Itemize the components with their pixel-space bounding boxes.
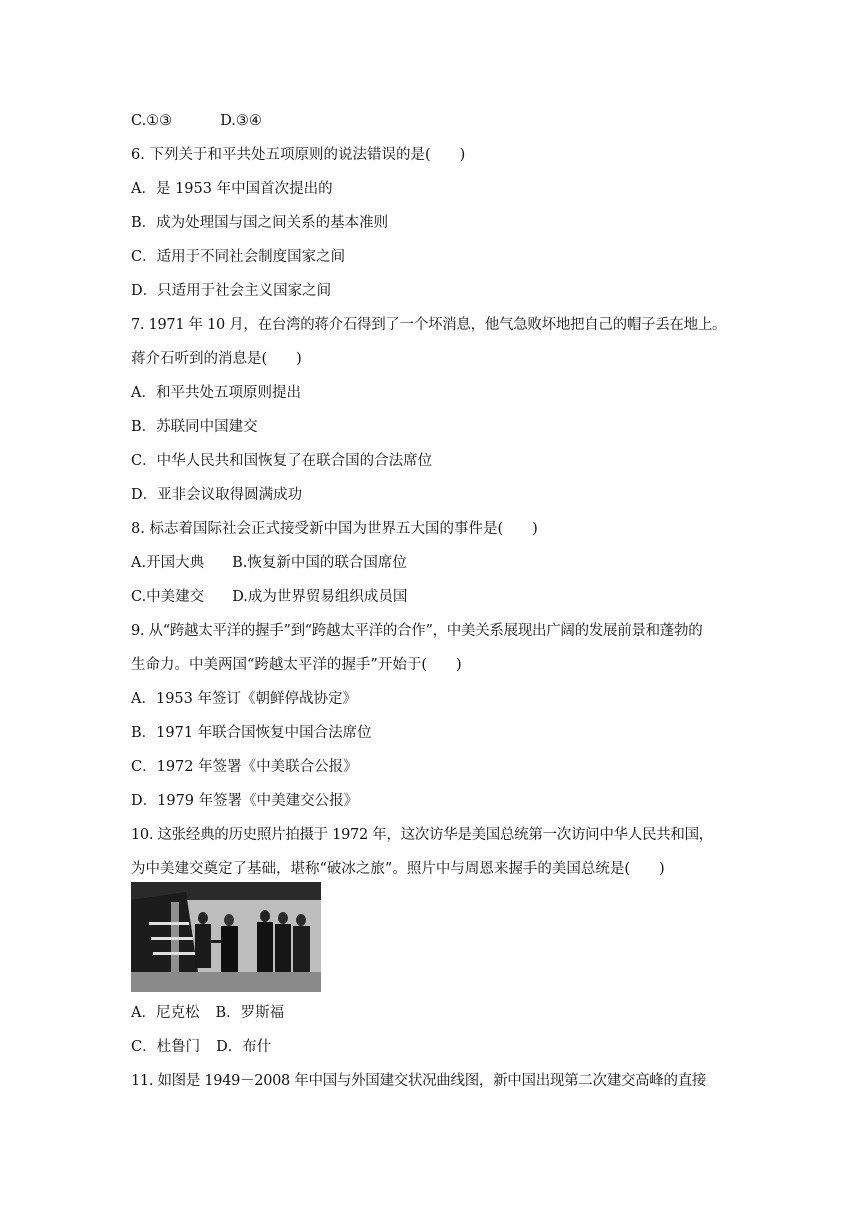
q10-stem-line2: 为中美建交奠定了基础，堪称“破冰之旅”。照片中与周恩来握手的美国总统是( ) [131, 861, 665, 877]
q6-option-d[interactable]: D．只适用于社会主义国家之间 [131, 283, 332, 299]
q6-option-c[interactable]: C．适用于不同社会制度国家之间 [131, 249, 346, 265]
q6-option-a[interactable]: A．是 1953 年中国首次提出的 [131, 181, 333, 197]
q7-stem-line2: 蒋介石听到的消息是( ) [131, 351, 302, 367]
q7-option-b[interactable]: B．苏联同中国建交 [131, 419, 258, 435]
q10-option-d[interactable]: D．布什 [216, 1039, 272, 1055]
q9-option-d[interactable]: D．1979 年签署《中美建交公报》 [131, 793, 359, 809]
q9-stem-line1: 9. 从“跨越太平洋的握手”到“跨越太平洋的合作”，中美关系展现出广阔的发展前景和蓬勃的 [131, 623, 703, 639]
q5-options-row [131, 111, 262, 131]
q10-options-row2 [131, 1037, 271, 1057]
q7-option-c[interactable]: C．中华人民共和国恢复了在联合国的合法席位 [131, 453, 433, 469]
q8-option-c[interactable]: C.中美建交 [131, 589, 205, 605]
q5-option-c[interactable]: C.①③ [131, 113, 173, 129]
q9-option-a[interactable]: A．1953 年签订《朝鲜停战协定》 [131, 691, 357, 707]
q11-stem-line1: 11. 如图是 1949－2008 年中国与外国建交状况曲线图，新中国出现第二次建交高峰的直接 [131, 1073, 707, 1089]
historic-photo-handshake [131, 882, 321, 992]
q9-option-c[interactable]: C．1972 年签署《中美联合公报》 [131, 759, 358, 775]
q7-stem-line1: 7. 1971 年 10 月，在台湾的蒋介石得到了一个坏消息，他气急败坏地把自己的帽子丢在地上。 [131, 317, 727, 333]
q6-option-b[interactable]: B．成为处理国与国之间关系的基本准则 [131, 215, 389, 231]
q8-stem: 8. 标志着国际社会正式接受新中国为世界五大国的事件是( ) [131, 521, 538, 537]
q5-option-d[interactable]: D.③④ [220, 113, 262, 129]
q9-stem-line2: 生命力。中美两国“跨越太平洋的握手”开始于( ) [131, 657, 462, 673]
q8-option-d[interactable]: D.成为世界贸易组织成员国 [232, 589, 408, 605]
q8-options-row1 [131, 553, 407, 573]
q9-option-b[interactable]: B．1971 年联合国恢复中国合法席位 [131, 725, 372, 741]
q10-option-b[interactable]: B．罗斯福 [215, 1005, 285, 1021]
q8-options-row2 [131, 587, 407, 607]
q8-option-a[interactable]: A.开国大典 [131, 555, 205, 571]
q10-option-c[interactable]: C．杜鲁门 [131, 1039, 201, 1055]
q7-option-d[interactable]: D．亚非会议取得圆满成功 [131, 487, 303, 503]
q10-options-row1 [131, 1003, 284, 1023]
q10-option-a[interactable]: A．尼克松 [131, 1005, 200, 1021]
q6-stem: 6. 下列关于和平共处五项原则的说法错误的是( ) [131, 147, 466, 163]
q8-option-b[interactable]: B.恢复新中国的联合国席位 [232, 555, 407, 571]
q10-stem-line1: 10. 这张经典的历史照片拍摄于 1972 年，这次访华是美国总统第一次访问中华人民共和国， [131, 827, 713, 843]
q7-option-a[interactable]: A．和平共处五项原则提出 [131, 385, 301, 401]
